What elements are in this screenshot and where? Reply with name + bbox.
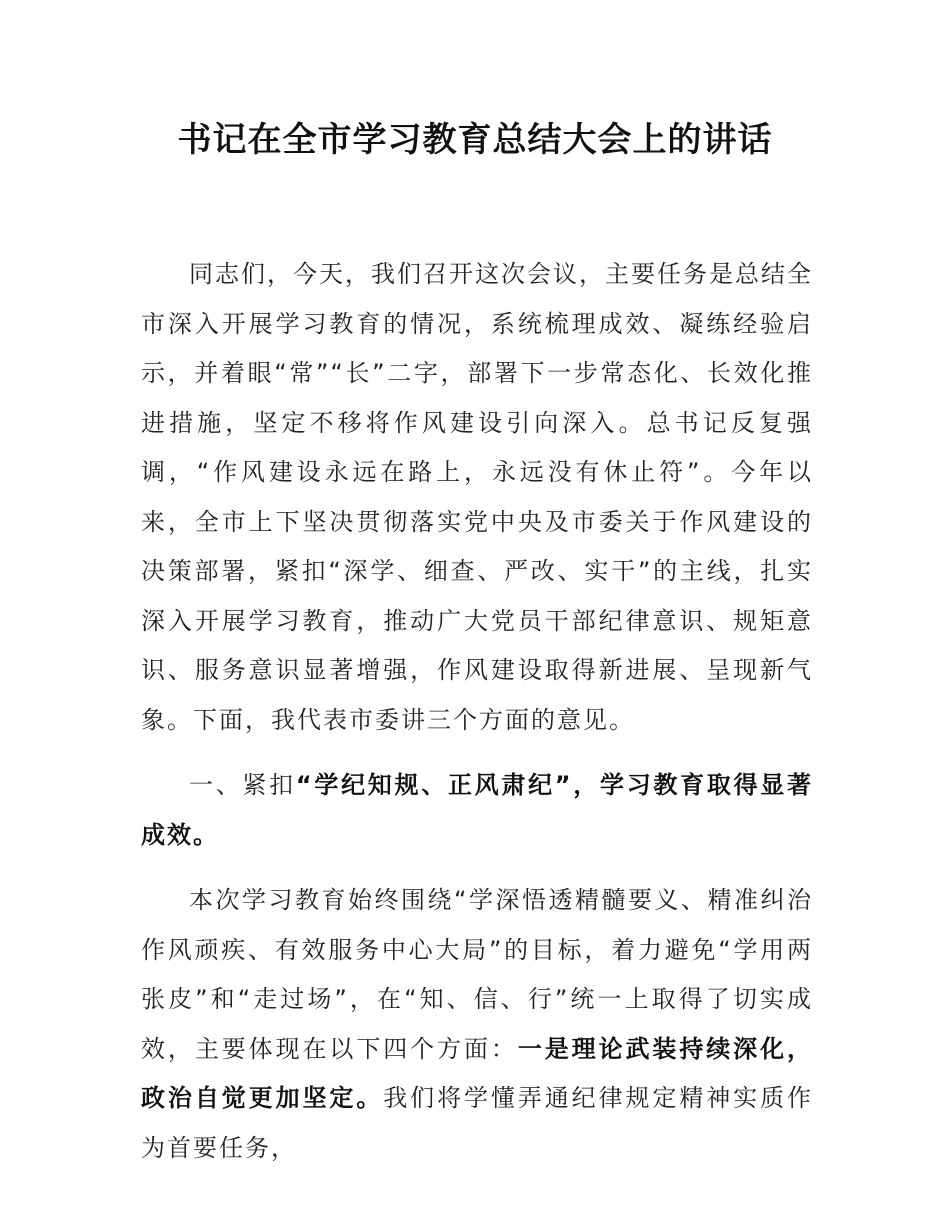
paragraph-intro: 本次学习教育始终围绕“学深悟透精髓要义、精准纠治作风顽疾、有效服务中心大局”的目标，着力避免“学用两张皮”和“走过场”，在“知、信、行”统一上取得了切实成效，主要体现在以下四个方面： bbox=[141, 886, 813, 1063]
section-heading-prefix: 一、紧扣 bbox=[189, 771, 296, 799]
paragraph-opening: 同志们，今天，我们召开这次会议，主要任务是总结全市深入开展学习教育的情况，系统梳理成效、凝练经验启示，并着眼“常”“长”二字，部署下一步常态化、长效化推进措施，坚定不移将作风建设引向深入。总书记反复强调，“作风建设永远在路上，永远没有休止符”。今年以来，全市上下坚决贯彻落实党中央及市委关于作风建设的决策部署，紧扣“深学、细查、严改、实干”的主线，扎实深入开展学习教育，推动广大党员干部纪律意识、规矩意识、服务意识显著增强，作风建设取得新进展、呈现新气象。下面，我代表市委讲三个方面的意见。 bbox=[141, 260, 813, 734]
paragraph-tail: 我们将学懂弄通纪律规定精神实质作为首要任务， bbox=[141, 1084, 813, 1162]
section-heading-text: “学纪知规、正风肃纪”，学习教育取得显著成效。 bbox=[141, 771, 814, 849]
paragraph-achievements bbox=[141, 876, 813, 1173]
point-one-heading: 一是理论武装持续深化，政治自觉更加坚定。 bbox=[141, 1034, 814, 1112]
section-heading-1 bbox=[141, 761, 813, 860]
document-body bbox=[141, 250, 813, 1189]
document-title: 书记在全市学习教育总结大会上的讲话 bbox=[177, 120, 773, 160]
